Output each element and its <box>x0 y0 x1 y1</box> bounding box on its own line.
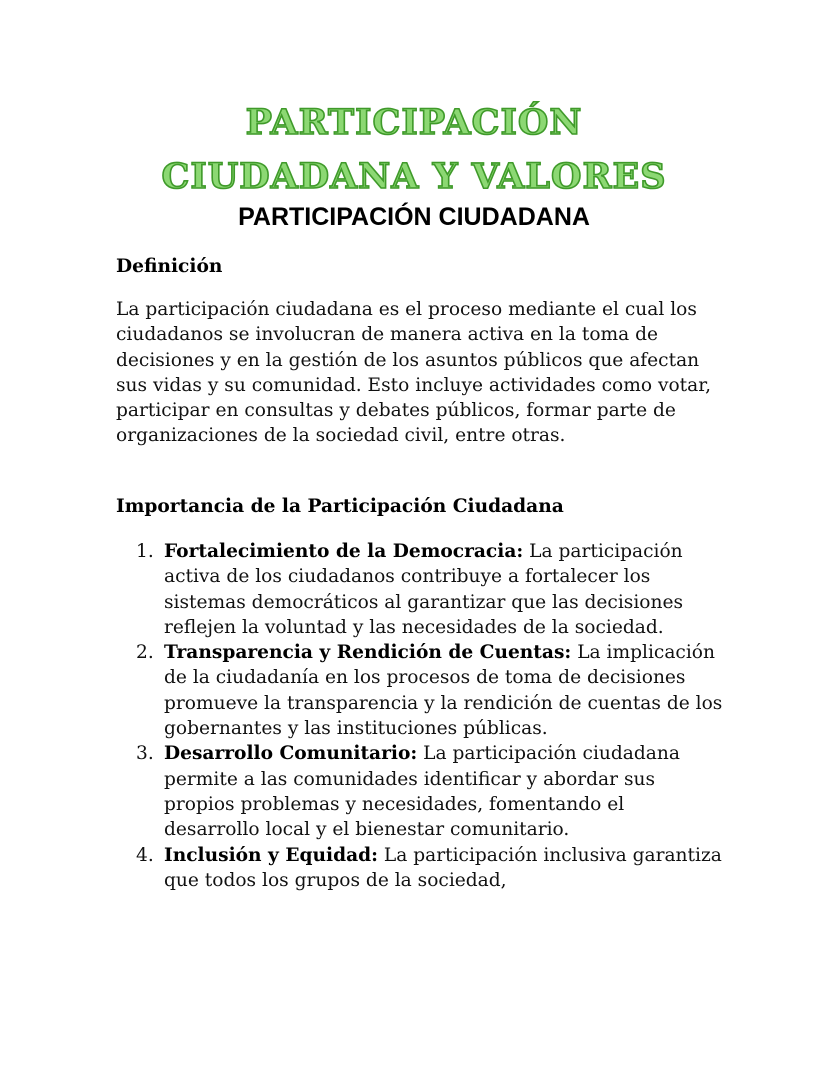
list-item-term: Desarrollo Comunitario: <box>164 743 418 765</box>
importance-heading: Importancia de la Participación Ciudadana <box>116 496 564 517</box>
list-item <box>136 741 724 842</box>
list-item-number: 3. <box>136 743 154 765</box>
section-title: PARTICIPACIÓN CIUDADANA <box>238 203 590 231</box>
list-item-term: Fortalecimiento de la Democracia: <box>164 541 524 562</box>
list-item-text: La participación ciudadana permite a las comunidades identificar y abordar sus propios problemas y necesidades, fomentando el desarrollo local y el bienestar comunitario. <box>164 743 680 841</box>
list-item-term: Transparencia y Rendición de Cuentas: <box>164 642 572 664</box>
list-item-text: La participación inclusiva garantiza que todos los grupos de la sociedad, <box>164 844 722 891</box>
list-item-number: 4. <box>136 844 154 866</box>
list-item <box>136 539 724 640</box>
title-line-1: PARTICIPACIÓN <box>245 102 583 143</box>
list-item-term: Inclusión y Equidad: <box>164 844 378 866</box>
list-item <box>136 843 724 894</box>
definition-paragraph: La participación ciudadana es el proceso mediante el cual los ciudadanos se involucran de manera activa en la toma de decisiones y en la gestión de los asuntos públicos que afectan sus vidas y su comunidad. Esto incluye actividades como votar, participar en consultas y debates públicos, formar parte de organizaciones de la sociedad civil, entre otras. <box>116 299 711 447</box>
document-title <box>0 96 828 204</box>
list-item-text: La participación activa de los ciudadanos contribuye a fortalecer los sistemas democráticos al garantizar que las decisiones reflejen la voluntad y las necesidades de la sociedad. <box>164 541 683 638</box>
list-item-number: 2. <box>136 642 154 664</box>
list-item-text: La implicación de la ciudadanía en los procesos de toma de decisiones promueve la transparencia y la rendición de cuentas de los gobernantes y las instituciones públicas. <box>164 642 723 740</box>
definition-heading: Definición <box>116 256 223 277</box>
list-item-number: 1. <box>136 541 154 562</box>
title-line-2: CIUDADANA Y VALORES <box>161 156 667 197</box>
list-item <box>136 640 724 741</box>
importance-list <box>136 539 724 893</box>
